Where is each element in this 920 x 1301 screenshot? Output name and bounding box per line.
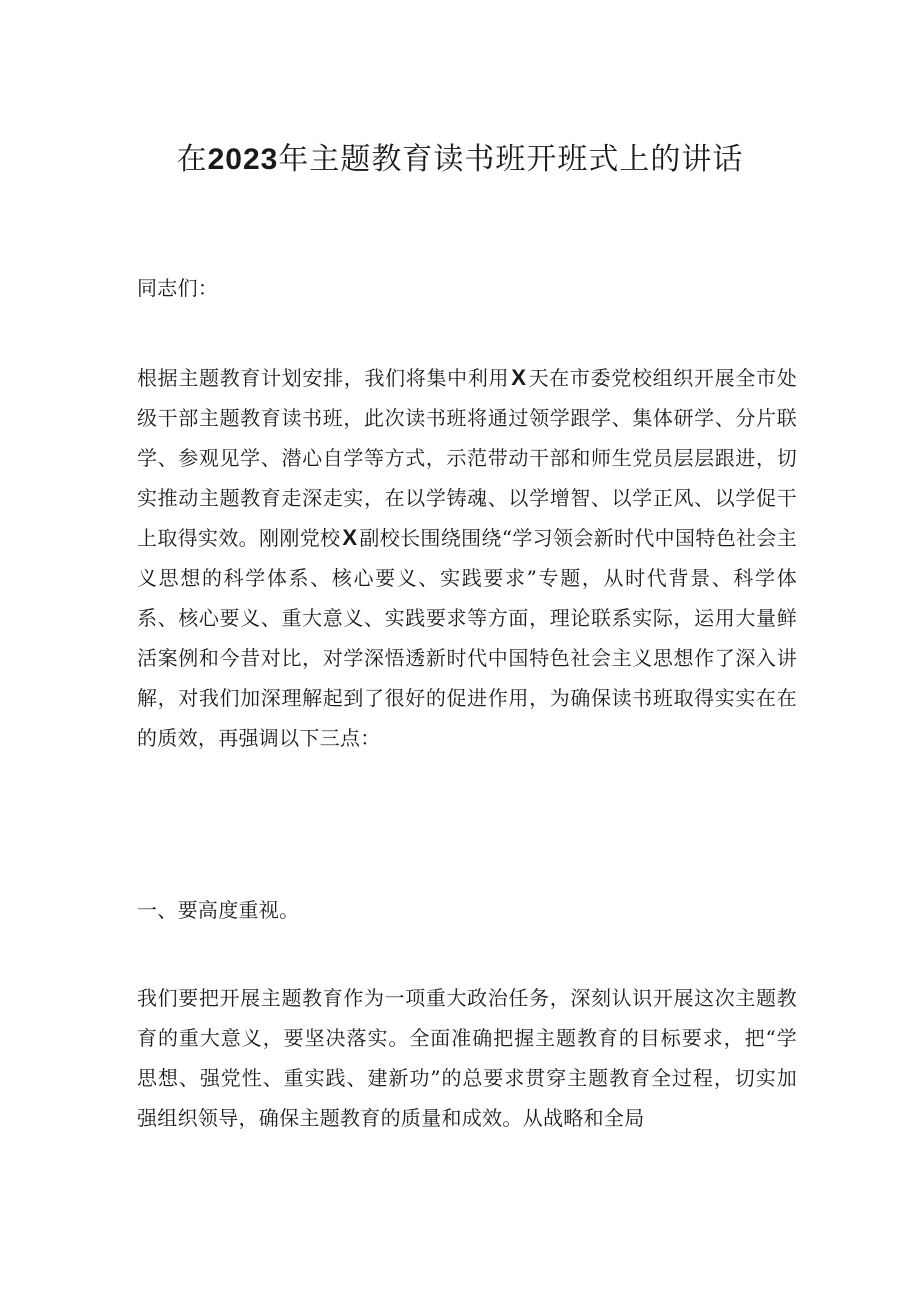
title-prefix: 在 — [176, 142, 208, 177]
title-suffix: 年主题教育读书班开班式上的讲话 — [278, 142, 744, 177]
salutation: 同志们： — [137, 276, 219, 300]
paragraph-intro-part-a: 根据主题教育计划安排，我们将集中利用 — [137, 366, 510, 390]
placeholder-mark-days: X — [511, 365, 527, 390]
paragraph-intro — [137, 358, 797, 758]
title-year: 2023 — [207, 143, 279, 176]
paragraph-intro-part-c: 副校长围绕围绕“学习领会新时代中国特色社会主义思想的科学体系、核心要义、实践要求”专题，从时代背景、科学体系、核心要义、重大意义、实践要求等方面，理论联系实际，运用大量鲜活案例和今昔对比，对学深悟透新时代中国特色社会主义思想作了深入讲解，对我们加深理解起到了很好的促进作用，为确保读书班取得实实在在的质效，再强调以下三点： — [137, 526, 797, 750]
paragraph-intro-part-b: 天在市委党校组织开展全市处级干部主题教育读书班，此次读书班将通过领学跟学、集体研学、分片联学、参观见学、潜心自学等方式，示范带动干部和师生党员层层跟进，切实推动主题教育走深走实，在以学铸魂、以学增智、以学正风、以学促干上取得实效。刚刚党校 — [137, 366, 797, 550]
document-title — [0, 136, 920, 184]
section-heading-1: 一、要高度重视。 — [137, 898, 300, 922]
paragraph-section-1: 我们要把开展主题教育作为一项重大政治任务，深刻认识开展这次主题教育的重大意义，要坚决落实。全面准确把握主题教育的目标要求，把“学思想、强党性、重实践、建新功”的总要求贯穿主题教育全过程，切实加强组织领导，确保主题教育的质量和成效。从战略和全局 — [137, 986, 797, 1130]
placeholder-mark-name: X — [342, 525, 358, 550]
